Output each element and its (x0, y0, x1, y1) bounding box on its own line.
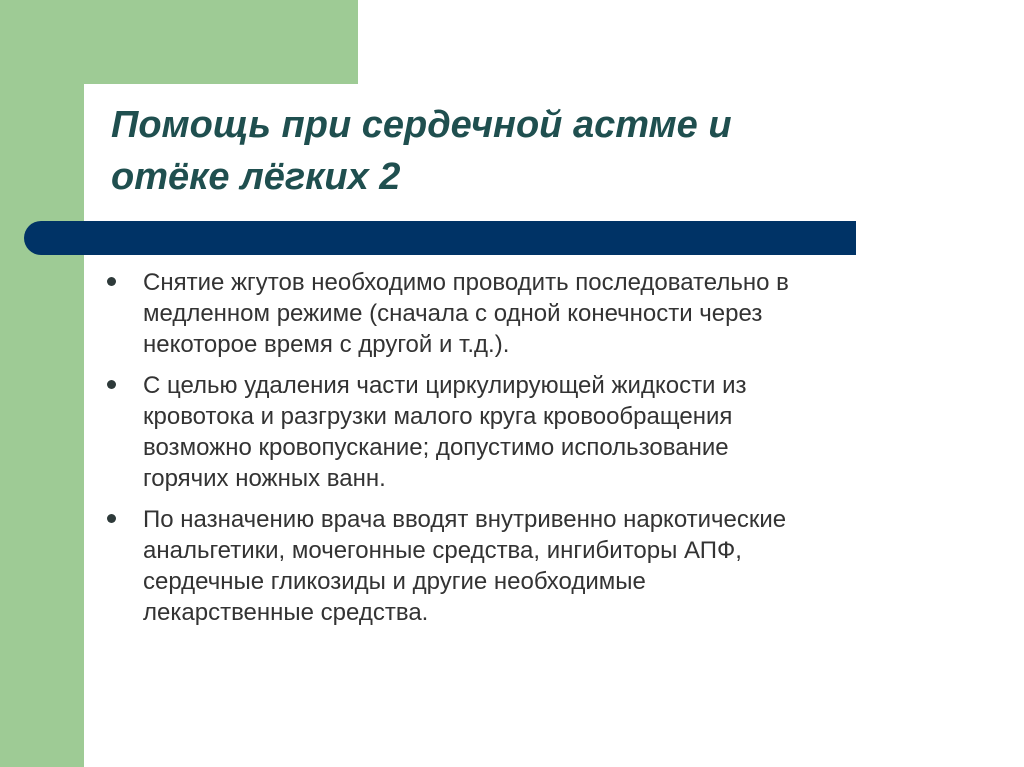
bullet-text: По назначению врача вводят внутривенно наркотические анальгетики, мочегонные средства, ингибиторы АПФ, сердечные гликозиды и другие необходимые лекарственные средства. (143, 506, 787, 626)
list-item (107, 504, 927, 628)
bullet-icon (107, 380, 116, 389)
top-green-block (84, 0, 358, 84)
list-item (107, 370, 927, 494)
slide-title: Помощь при сердечной астме и отёке лёгких 2 (111, 104, 732, 198)
left-green-strip (0, 0, 84, 767)
bullet-list (107, 267, 927, 638)
list-item (107, 267, 927, 360)
bullet-icon (107, 277, 116, 286)
title-divider-bar (24, 221, 856, 255)
bullet-text: С целью удаления части циркулирующей жидкости из кровотока и разгрузки малого круга кровообращения возможно кровопускание; допустимо использование горячих ножных ванн. (143, 372, 747, 492)
bullet-text: Снятие жгутов необходимо проводить последовательно в медленном режиме (сначала с одной конечности через некоторое время с другой и т.д.). (143, 269, 789, 358)
bullet-icon (107, 514, 116, 523)
